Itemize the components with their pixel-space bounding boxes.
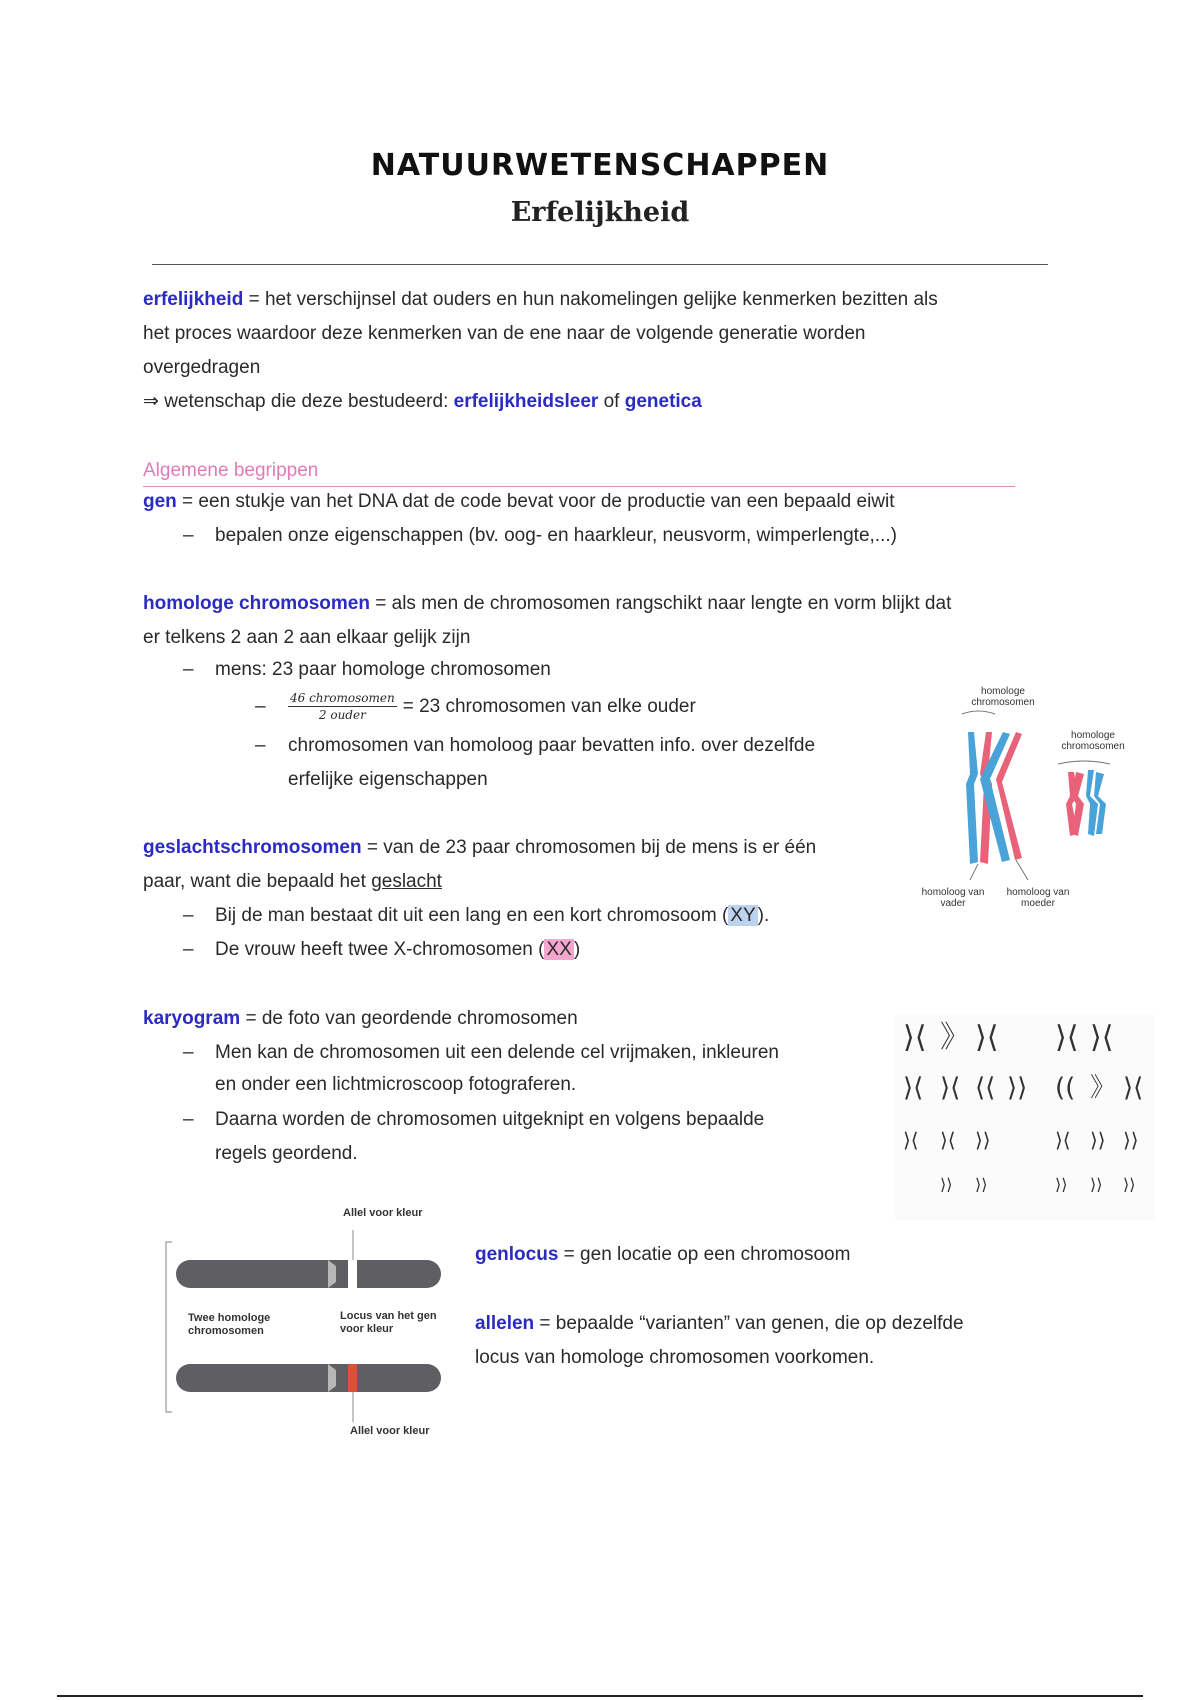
geslacht-bullet-1: Bij de man bestaat dit uit een lang en een kort chromosoom ( XY ). bbox=[215, 905, 770, 926]
diagram-label-locus: Locus van het gen voor kleur bbox=[340, 1310, 437, 1335]
karyogram-chromosome: ⟩⟨ bbox=[903, 1073, 924, 1103]
term-homologe-chromosomen: homologe chromosomen bbox=[143, 593, 370, 614]
small-homolog-pair bbox=[1066, 770, 1106, 836]
homologe-sub-2b: erfelijke eigenschappen bbox=[288, 769, 488, 790]
karyogram-bullet-2a: Daarna worden de chromosomen uitgeknipt en volgens bepaalde bbox=[215, 1109, 765, 1130]
homologe-definition-2: er telkens 2 aan 2 aan elkaar gelijk zijn bbox=[143, 627, 471, 648]
term-gen: gen bbox=[143, 491, 177, 512]
page-title: NATUURWETENSCHAPPEN bbox=[370, 148, 830, 183]
bullet-dash: – bbox=[183, 525, 194, 546]
allelen-definition-1: allelen = bepaalde “varianten” van genen, die op dezelfde bbox=[475, 1313, 964, 1334]
homologe-sub-2a: chromosomen van homoloog paar bevatten info. over dezelfde bbox=[288, 735, 816, 756]
header-divider bbox=[152, 264, 1048, 265]
diagram-label-top: Allel voor kleur bbox=[343, 1207, 423, 1219]
bullet-dash: – bbox=[183, 1042, 194, 1063]
karyogram-chromosome: ⟩⟨ bbox=[1055, 1128, 1071, 1152]
karyogram-chromosome: ⟩⟨ bbox=[903, 1128, 919, 1152]
karyogram-bullet-1a: Men kan de chromosomen uit een delende cel vrijmaken, inkleuren bbox=[215, 1042, 779, 1063]
karyogram-chromosome: ⟩⟨ bbox=[940, 1128, 956, 1152]
karyogram-chromosome: ⟩⟩ bbox=[1123, 1128, 1139, 1152]
allel-diagram bbox=[160, 1200, 460, 1440]
bullet-dash: – bbox=[183, 905, 194, 926]
term-genetica: genetica bbox=[624, 391, 702, 412]
karyogram-bullet-1b: en onder een lichtmicroscoop fotograferen. bbox=[215, 1074, 577, 1095]
allelen-definition-2: locus van homologe chromosomen voorkomen. bbox=[475, 1347, 875, 1368]
karyogram-chromosome: ⟩⟩ bbox=[975, 1175, 988, 1194]
intro-line-4: ⇒ wetenschap die deze bestudeerd: erfelijkheidsleer of genetica bbox=[143, 391, 702, 412]
bullet-dash: – bbox=[183, 1109, 194, 1130]
bullet-dash: – bbox=[255, 735, 266, 756]
karyogram-bullet-2b: regels geordend. bbox=[215, 1143, 358, 1164]
karyogram-chromosome: ⟩⟩ bbox=[975, 1128, 991, 1152]
intro-line-3: overgedragen bbox=[143, 357, 261, 378]
term-karyogram: karyogram bbox=[143, 1008, 241, 1029]
karyogram-chromosome: ⟩⟩ bbox=[1123, 1175, 1136, 1194]
karyogram-chromosome: (( bbox=[1055, 1073, 1076, 1103]
page-subtitle: Erfelijkheid bbox=[510, 197, 690, 228]
karyogram-chromosome: ⟩⟩ bbox=[1007, 1073, 1028, 1103]
geslacht-definition-1: geslachtschromosomen = van de 23 paar chromosomen bij de mens is er één bbox=[143, 837, 817, 858]
term-allelen: allelen bbox=[475, 1313, 535, 1334]
term-erfelijkheid: erfelijkheid bbox=[143, 289, 244, 310]
karyogram-chromosome: ⟨⟨ bbox=[975, 1073, 996, 1103]
term-erfelijkheidsleer: erfelijkheidsleer bbox=[453, 391, 599, 412]
highlight-xx: XX bbox=[546, 939, 572, 960]
term-genlocus: genlocus bbox=[475, 1244, 559, 1265]
figure-label-father: homoloog van vader bbox=[921, 887, 985, 909]
homologe-definition-1: homologe chromosomen = als men de chromosomen rangschikt naar lengte en vorm blijkt dat bbox=[143, 593, 952, 614]
figure-label-top: homologe chromosomen bbox=[971, 686, 1035, 708]
bullet-dash: – bbox=[255, 696, 266, 717]
footer-divider bbox=[57, 1695, 1143, 1697]
gen-bullet-1: bepalen onze eigenschappen (bv. oog- en haarkleur, neusvorm, wimperlengte,...) bbox=[215, 525, 897, 546]
diagram-label-bottom: Allel voor kleur bbox=[350, 1425, 430, 1437]
karyogram-chromosome: ⟩⟨ bbox=[940, 1073, 961, 1103]
homologe-bullet-1: mens: 23 paar homologe chromosomen bbox=[215, 659, 551, 680]
section-heading: Algemene begrippen bbox=[143, 456, 1015, 487]
karyogram-chromosome: 》 bbox=[1090, 1073, 1117, 1103]
figure-label-right: homologe chromosomen bbox=[1061, 730, 1125, 752]
karyogram-chromosome: ⟩⟨ bbox=[1090, 1020, 1114, 1055]
intro-line-1: erfelijkheid = het verschijnsel dat ouders en hun nakomelingen gelijke kenmerken bezitten als bbox=[143, 289, 938, 310]
karyogram-chromosome: ⟩⟩ bbox=[940, 1175, 953, 1194]
geslacht-definition-2: paar, want die bepaald het geslacht bbox=[143, 871, 442, 892]
gen-definition: gen = een stukje van het DNA dat de code bevat voor de productie van een bepaald eiwit bbox=[143, 491, 895, 512]
karyogram-definition: karyogram = de foto van geordende chromosomen bbox=[143, 1008, 578, 1029]
intro-line-2: het proces waardoor deze kenmerken van de ene naar de volgende generatie worden bbox=[143, 323, 866, 344]
karyogram-figure bbox=[895, 1015, 1155, 1220]
fraction: $\frac{\text{46 chromosomen}}{\text{2 ouder}}$ bbox=[290, 691, 395, 723]
homologe-sub-1: $\frac{\text{46 chromosomen}}{\text{2 ouder}}$ = 23 chromosomen van elke ouder bbox=[290, 691, 696, 723]
genlocus-definition: genlocus = gen locatie op een chromosoom bbox=[475, 1244, 851, 1265]
term-geslachtschromosomen: geslachtschromosomen bbox=[143, 837, 362, 858]
bullet-dash: – bbox=[183, 939, 194, 960]
karyogram-chromosome: ⟩⟩ bbox=[1090, 1175, 1103, 1194]
figure-label-mother: homoloog van moeder bbox=[1006, 887, 1070, 909]
karyogram-chromosome: ⟩⟨ bbox=[903, 1020, 927, 1055]
karyogram-chromosome: ⟩⟨ bbox=[1055, 1020, 1079, 1055]
highlight-xy: XY bbox=[730, 905, 756, 926]
karyogram-chromosome: ⟩⟩ bbox=[1055, 1175, 1068, 1194]
karyogram-chromosome: 》 bbox=[940, 1020, 970, 1055]
karyogram-chromosome: ⟩⟨ bbox=[975, 1020, 999, 1055]
diagram-label-left: Twee homologe chromosomen bbox=[188, 1312, 271, 1337]
karyogram-chromosome: ⟩⟩ bbox=[1090, 1128, 1106, 1152]
karyogram-chromosome: ⟩⟨ bbox=[1123, 1073, 1144, 1103]
bullet-dash: – bbox=[183, 659, 194, 680]
geslacht-bullet-2: De vrouw heeft twee X-chromosomen ( XX ) bbox=[215, 939, 581, 960]
